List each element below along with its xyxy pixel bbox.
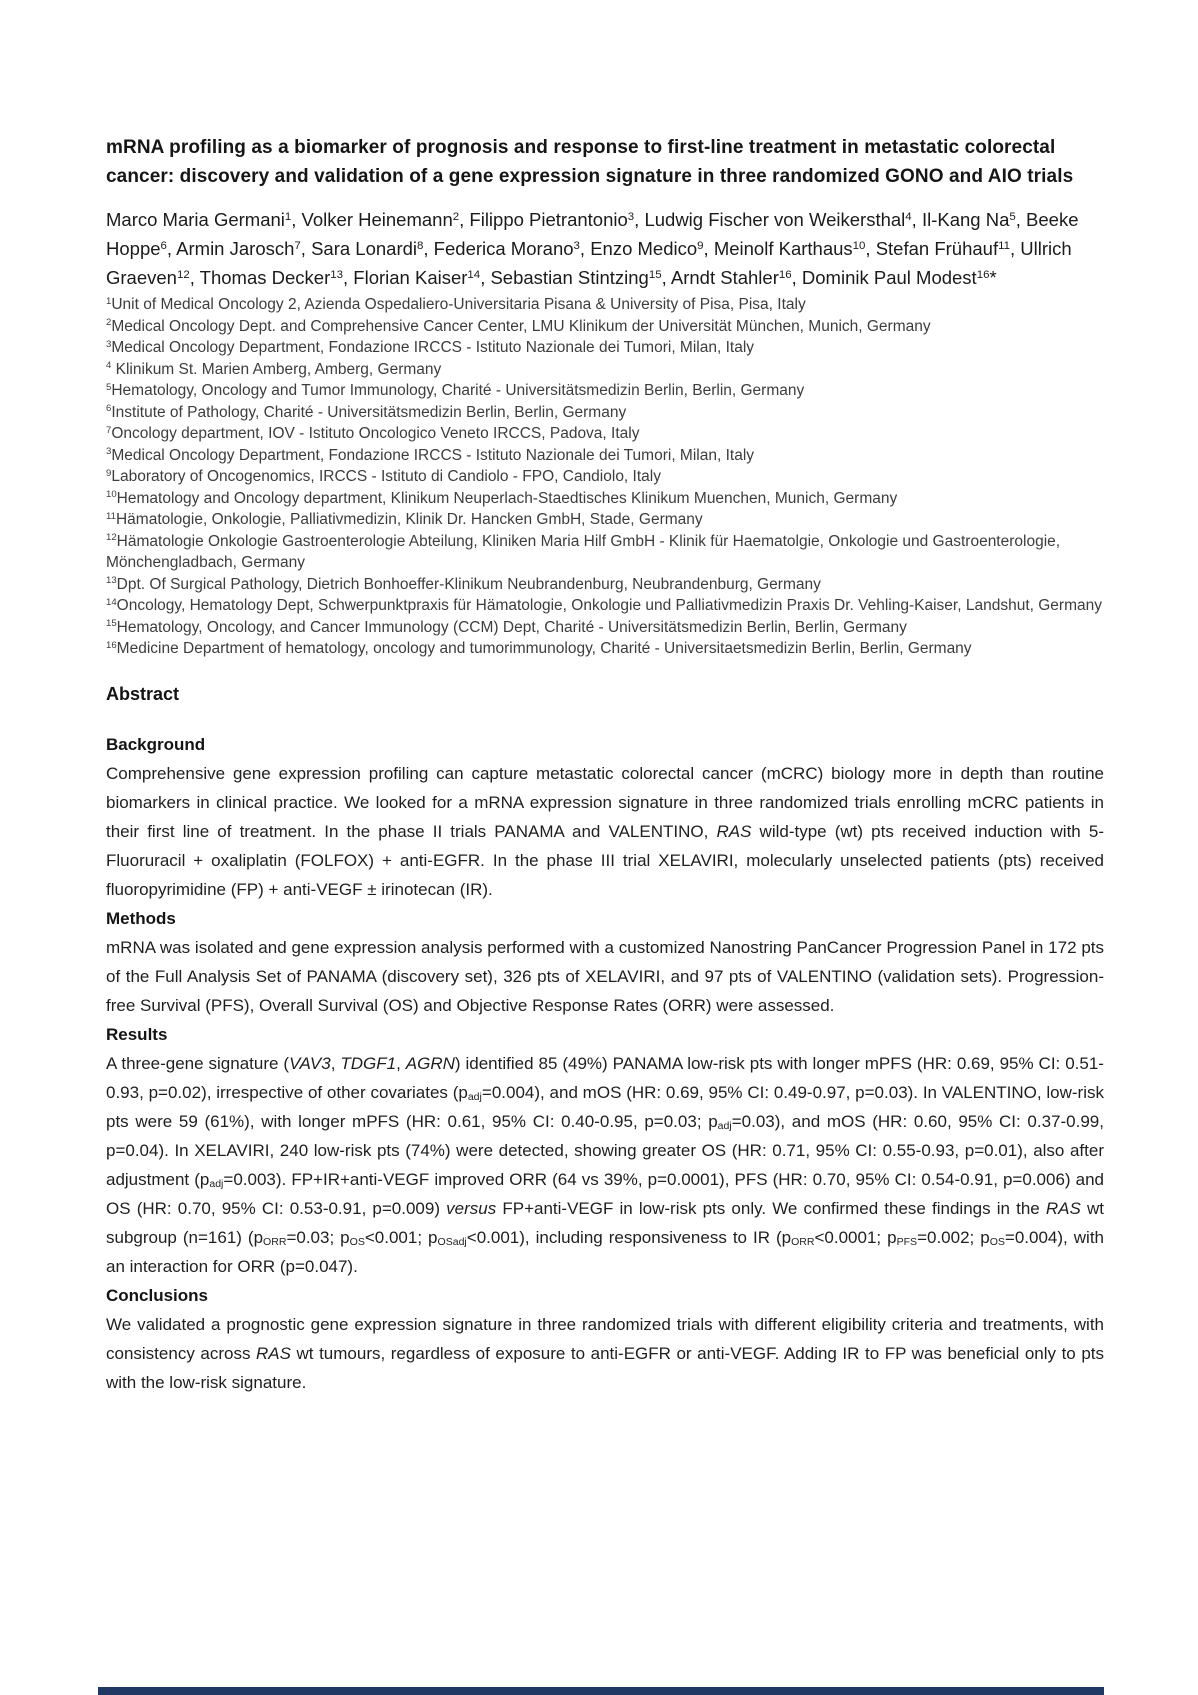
section-paragraph: Comprehensive gene expression profiling can capture metastatic colorectal cancer (mCRC) biology more in depth than routine biomarkers in clinical practice. We looked for a mRNA expression signature in three randomized trials enrolling mCRC patients in their first line of treatment. In the phase II trials PANAMA and VALENTINO, RAS wild-type (wt) pts received induction with 5-Fluoruracil + oxaliplatin (FOLFOX) + anti-EGFR. In the phase III trial XELAVIRI, molecularly unselected patients (pts) received fluoropyrimidine (FP) + anti-VEGF ± irinotecan (IR). <box>106 763 1104 899</box>
affiliation-line: $^{14}$Oncology, Hematology Dept, Schwerpunktpraxis für Hämatologie, Onkologie und Palliativmedizin Praxis Dr. Vehling-Kaiser, Landshut, Germany <box>106 596 1102 614</box>
affiliation-line: $^{10}$Hematology and Oncology department, Klinikum Neuperlach-Staedtisches Klinikum Muenchen, Munich, Germany <box>106 489 898 507</box>
document-content <box>106 0 1104 1397</box>
section-paragraph: We validated a prognostic gene expression signature in three randomized trials with different eligibility criteria and treatments, with consistency across RAS wt tumours, regardless of exposure to anti-EGFR or anti-VEGF. Adding IR to FP was beneficial only to pts with the low-risk signature. <box>106 1314 1104 1392</box>
affiliation-line: $^3$Medical Oncology Department, Fondazione IRCCS - Istituto Nazionale dei Tumori, Milan, Italy <box>106 446 755 464</box>
affiliation-line: $^7$Oncology department, IOV - Istituto Oncologico Veneto IRCCS, Padova, Italy <box>106 424 640 442</box>
affiliation-line: $^3$Medical Oncology Department, Fondazione IRCCS - Istituto Nazionale dei Tumori, Milan, Italy <box>106 338 755 356</box>
affiliation-line: $^{11}$Hämatologie, Onkologie, Palliativmedizin, Klinik Dr. Hancken GmbH, Stade, Germany <box>106 510 703 528</box>
affiliation-line: $^9$Laboratory of Oncogenomics, IRCCS - Istituto di Candiolo - FPO, Candiolo, Italy <box>106 467 661 485</box>
affiliation-line: $^{12}$Hämatologie Onkologie Gastroenterologie Abteilung, Kliniken Maria Hilf GmbH - Klinik für Haematolgie, Onkologie und Gastroenterologie, Mönchengladbach, Germany <box>106 532 1061 571</box>
affiliation-line: $^2$Medical Oncology Dept. and Comprehensive Cancer Center, LMU Klinikum der Universität München, Munich, Germany <box>106 317 931 335</box>
affiliation-line: $^6$Institute of Pathology, Charité - Universitätsmedizin Berlin, Berlin, Germany <box>106 403 627 421</box>
section-heading: Background <box>106 734 206 754</box>
affiliation-line: $^4$ Klinikum St. Marien Amberg, Amberg, Germany <box>106 360 442 378</box>
affiliation-list <box>106 294 1104 660</box>
affiliation-line: $^5$Hematology, Oncology and Tumor Immunology, Charité - Universitätsmedizin Berlin, Berlin, Germany <box>106 381 805 399</box>
abstract-body <box>106 730 1104 1397</box>
section-paragraph: A three-gene signature (VAV3, TDGF1, AGRN) identified 85 (49%) PANAMA low-risk pts with longer mPFS (HR: 0.69, 95% CI: 0.51-0.93, p=0.02), irrespective of other covariates $(p_{adj}=0.004)$, and mOS (HR: 0.69, 95% CI: 0.49-0.97, p=0.03). In VALENTINO, low-risk pts were 59 (61%), with longer mPFS (HR: 0.61, 95% CI: 0.40-0.95, p=0.03; $p_{adj}=0.03$), and mOS (HR: 0.60, 95% CI: 0.37-0.99, p=0.04). In XELAVIRI, 240 low-risk pts (74%) were detected, showing greater OS (HR: 0.71, 95% CI: 0.55-0.93, p=0.01), also after adjustment $(p_{adj}=0.003)$. FP+IR+anti-VEGF improved ORR (64 vs 39%, p=0.0001), PFS (HR: 0.70, 95% CI: 0.54-0.91, p=0.006) and OS (HR: 0.70, 95% CI: 0.53-0.91, p=0.009) versus FP+anti-VEGF in low-risk pts only. We confirmed these findings in the RAS wt subgroup (n=161) ($p_{ORR}=0.03$; $p_{OS}<0.001$; $p_{OSadj}<0.001$), including responsiveness to IR ($p_{ORR}<0.0001$; $p_{PFS}=0.002$; $p_{OS}=0.004$), with an interaction for ORR (p=0.047). <box>106 1053 1104 1276</box>
section-heading: Results <box>106 1024 168 1044</box>
next-page-banner-edge <box>98 1687 1104 1695</box>
paper-title: mRNA profiling as a biomarker of prognosis and response to first-line treatment in metastatic colorectal cancer: discovery and validation of a gene expression signature in three randomized GONO and AIO trials <box>106 137 1074 187</box>
affiliation-line: $^{16}$Medicine Department of hematology, oncology and tumorimmunology, Charité - Universitaetsmedizin Berlin, Berlin, Germany <box>106 639 972 657</box>
affiliation-line: $^{15}$Hematology, Oncology, and Cancer Immunology (CCM) Dept, Charité - Universitätsmedizin Berlin, Berlin, Germany <box>106 618 907 636</box>
affiliation-line: $^1$Unit of Medical Oncology 2, Azienda Ospedaliero-Universitaria Pisana & University of Pisa, Pisa, Italy <box>106 295 806 313</box>
abstract-heading: Abstract <box>106 683 180 704</box>
affiliation-line: $^{13}$Dpt. Of Surgical Pathology, Dietrich Bonhoeffer-Klinikum Neubrandenburg, Neubrandenburg, Germany <box>106 575 821 593</box>
author-list: Marco Maria Germani$^1$, Volker Heinemann$^2$, Filippo Pietrantonio$^3$, Ludwig Fischer von Weikersthal$^4$, Il-Kang Na$^5$, Beeke Hoppe$^6$, Armin Jarosch$^7$, Sara Lonardi$^8$, Federica Morano$^3$, Enzo Medico$^9$, Meinolf Karthaus$^{10}$, Stefan Frühauf$^{11}$, Ullrich Graeven$^{12}$, Thomas Decker$^{13}$, Florian Kaiser$^{14}$, Sebastian Stintzing$^{15}$, Arndt Stahler$^{16}$, Dominik Paul Modest$^{16}$* <box>106 209 1079 288</box>
section-heading: Methods <box>106 908 176 928</box>
section-paragraph: mRNA was isolated and gene expression analysis performed with a customized Nanostring PanCancer Progression Panel in 172 pts of the Full Analysis Set of PANAMA (discovery set), 326 pts of XELAVIRI, and 97 pts of VALENTINO (validation sets). Progression-free Survival (PFS), Overall Survival (OS) and Objective Response Rates (ORR) were assessed. <box>106 937 1104 1015</box>
section-heading: Conclusions <box>106 1285 209 1305</box>
